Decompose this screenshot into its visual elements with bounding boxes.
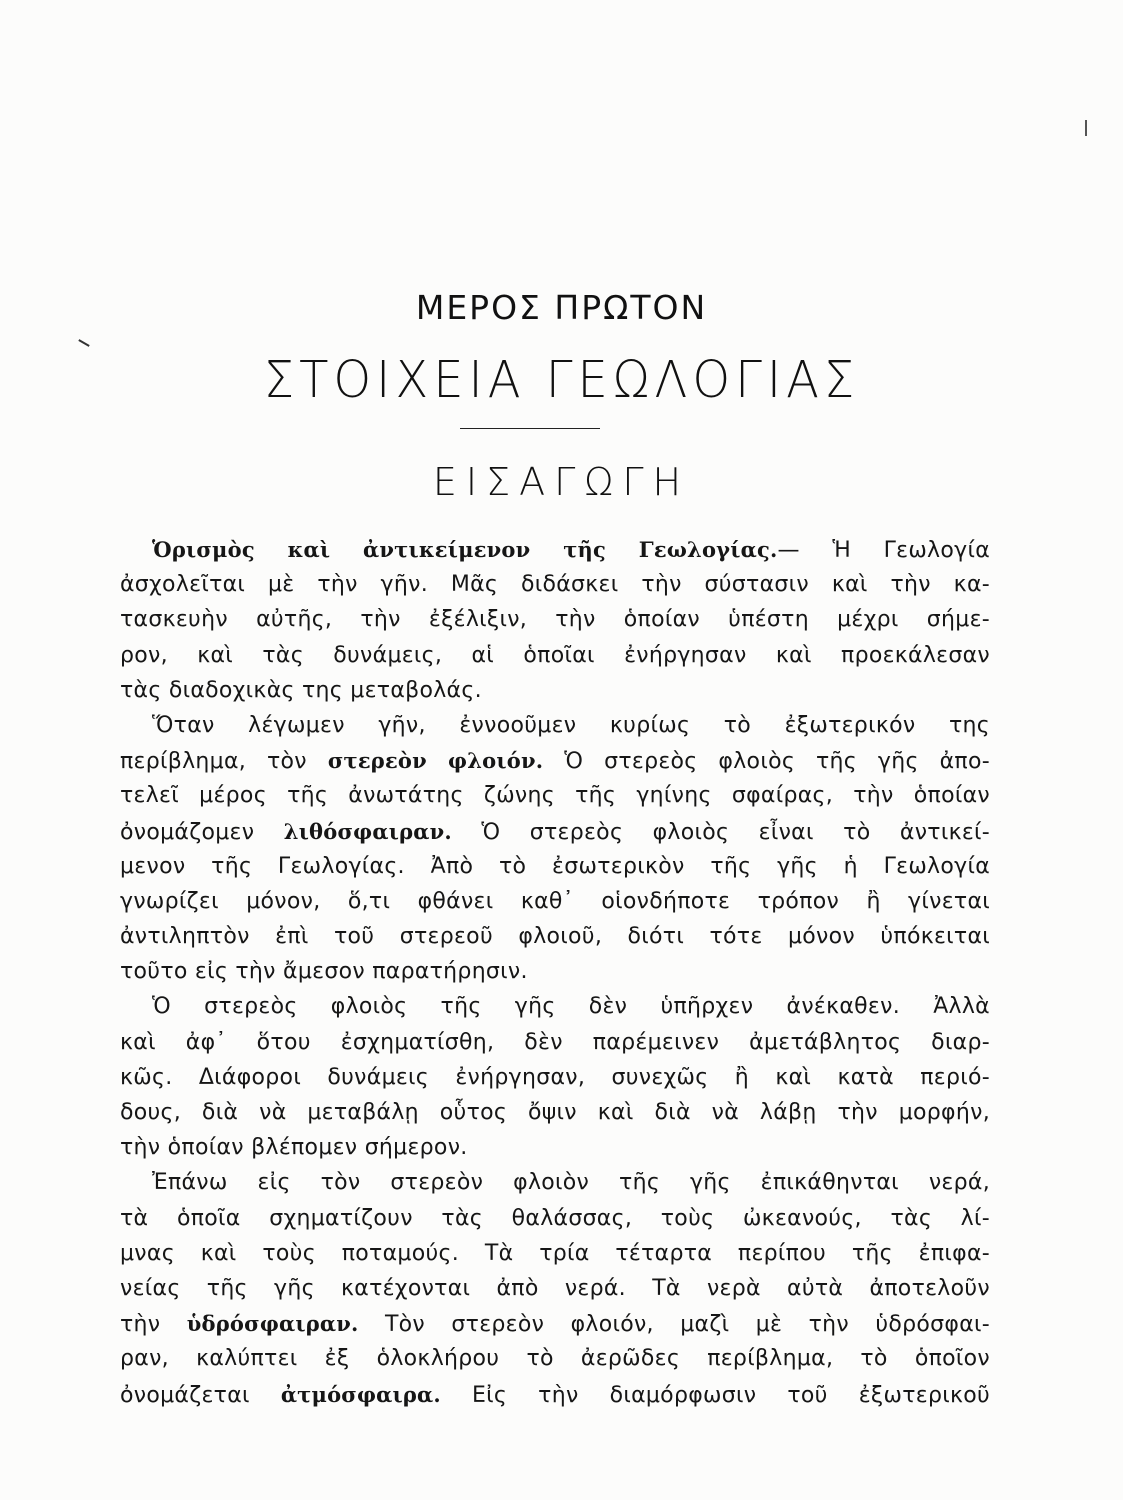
paragraph-3-line: κῶς. Διάφοροι δυνάμεις ἐνήργησαν, συνεχῶς ἢ καὶ κατὰ περιό- [120, 1064, 990, 1090]
paragraph-4-line: ραν, καλύπτει ἐξ ὁλοκλήρου τὸ ἀερῶδες περίβλημα, τὸ ὁποῖον [120, 1346, 990, 1372]
paragraph-2-line [120, 814, 990, 849]
paragraph-4-line: νείας τῆς γῆς κατέχονται ἀπὸ νερά. Τὰ νερὰ αὐτὰ ἀποτελοῦν [120, 1275, 990, 1301]
paragraph-4-line [120, 1306, 990, 1341]
text-run: ὀνομάζεται [120, 1382, 250, 1408]
paragraph-2-line: γνωρίζει μόνον, ὅ,τι φθάνει καθ᾽ οἱονδήποτε τρόπον ἢ γίνεται [120, 888, 990, 914]
body-text [120, 532, 990, 1412]
paragraph-2-line: ἀντιληπτὸν ἐπὶ τοῦ στερεοῦ φλοιοῦ, διότι τότε μόνον ὑπόκειται [120, 924, 990, 950]
paragraph-3-line: καὶ ἀφ᾽ ὅτου ἐσχηματίσθη, δὲν παρέμεινεν ἀμετάβλητος διαρ- [120, 1029, 990, 1055]
bold-term: στερεὸν φλοιόν. [327, 748, 544, 774]
paragraph-2-line [120, 743, 990, 778]
bold-term: ἀτμόσφαιρα. [280, 1381, 441, 1407]
paragraph-1-line: ρον, καὶ τὰς δυνάμεις, αἱ ὁποῖαι ἐνήργησαν καὶ προεκάλεσαν [120, 642, 990, 668]
paragraph-1-line: τασκευὴν αὐτῆς, τὴν ἐξέλιξιν, τὴν ὁποίαν ὑπέστη μέχρι σήμε- [120, 607, 990, 633]
margin-mark [78, 339, 89, 347]
bold-term: ὑδρόσφαιραν. [186, 1311, 359, 1337]
paragraph-2-line: τελεῖ μέρος τῆς ἀνωτάτης ζώνης τῆς γηίνης σφαίρας, τὴν ὁποίαν [120, 783, 990, 809]
text-run: Ὁ στερεὸς φλοιὸς τῆς γῆς ἀπο- [564, 749, 990, 775]
paragraph-2-line: τοῦτο εἰς τὴν ἄμεσον παρατήρησιν. [120, 959, 528, 985]
text-run: περίβλημα, τὸν [120, 749, 307, 775]
paragraph-2-line: Ὅταν λέγωμεν γῆν, ἐννοοῦμεν κυρίως τὸ ἐξωτερικόν της [152, 712, 990, 738]
paragraph-4-line: μνας καὶ τοὺς ποταμούς. Τὰ τρία τέταρτα περίπου τῆς ἐπιφα- [120, 1240, 990, 1266]
section-title: ΕΙΣΑΓΩΓΗ [432, 460, 691, 504]
bold-term: λιθόσφαιραν. [283, 818, 452, 844]
text-run: Τὸν στερεὸν φλοιόν, μαζὶ μὲ τὴν ὑδρόσφαι- [384, 1312, 991, 1338]
title-divider [460, 428, 600, 429]
paragraph-4-line: τὰ ὁποῖα σχηματίζουν τὰς θαλάσσας, τοὺς ὠκεανούς, τὰς λί- [120, 1205, 990, 1231]
text-run: ὀνομάζομεν [120, 819, 255, 845]
bold-term: Ὁρισμὸς καὶ ἀντικείμενον τῆς Γεωλογίας. [152, 537, 778, 562]
margin-mark [1085, 120, 1087, 136]
paragraph-2-line: μενον τῆς Γεωλογίας. Ἀπὸ τὸ ἐσωτερικὸν τῆς γῆς ἡ Γεωλογία [120, 853, 990, 879]
subject-title: ΣΤΟΙΧΕΙΑ ΓΕΩΛΟΓΙΑΣ [263, 350, 860, 410]
paragraph-1-line: τὰς διαδοχικὰς της μεταβολάς. [120, 677, 482, 703]
text-run: Εἰς τὴν διαμόρφωσιν τοῦ ἐξωτερικοῦ [471, 1382, 991, 1408]
text-run: τὴν [120, 1312, 161, 1338]
paragraph-1-line: ἀσχολεῖται μὲ τὴν γῆν. Μᾶς διδάσκει τὴν σύστασιν καὶ τὴν κα- [120, 572, 990, 598]
paragraph-3-line: δους, διὰ νὰ μεταβάλῃ οὗτος ὄψιν καὶ διὰ νὰ λάβῃ τὴν μορφήν, [120, 1100, 990, 1125]
paragraph-3-line: Ὁ στερεὸς φλοιὸς τῆς γῆς δὲν ὑπῆρχεν ἀνέκαθεν. Ἀλλὰ [152, 994, 990, 1020]
part-title: ΜΕΡΟΣ ΠΡΩΤΟΝ [415, 288, 708, 327]
paragraph-4-line: Ἐπάνω εἰς τὸν στερεὸν φλοιὸν τῆς γῆς ἐπικάθηνται νερά, [152, 1170, 990, 1196]
paragraph-4-line [120, 1377, 990, 1412]
text-run: — Ἡ Γεωλογία [777, 538, 991, 563]
paragraph-1-line [120, 532, 990, 567]
text-run: Ὁ στερεὸς φλοιὸς εἶναι τὸ ἀντικεί- [481, 819, 991, 845]
paragraph-3-line: τὴν ὁποίαν βλέπομεν σήμερον. [120, 1135, 468, 1161]
